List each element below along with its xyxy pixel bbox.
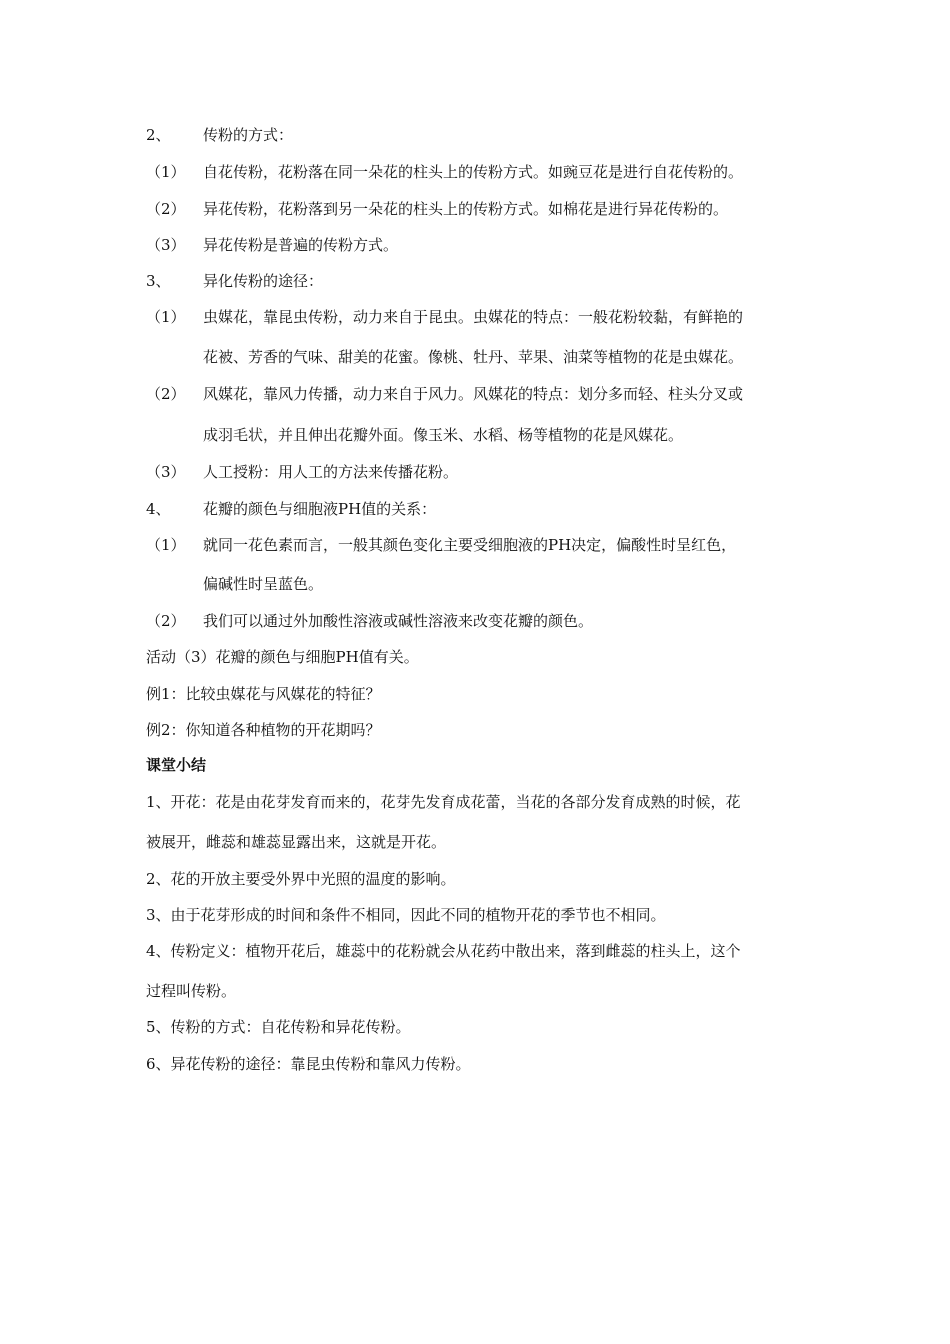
- summary-point-2: 2、花的开放主要受外界中光照的温度的影响。: [146, 870, 456, 888]
- summary-point-1-line-2: 被展开，雌蕊和雄蕊显露出来，这就是开花。: [146, 833, 447, 851]
- section-2-item-2-text: 异花传粉，花粉落到另一朵花的柱头上的传粉方式。如棉花是进行异花传粉的。: [203, 200, 729, 218]
- section-3-item-3-number: （3）: [146, 463, 186, 481]
- summary-point-5: 5、传粉的方式：自花传粉和异花传粉。: [146, 1018, 411, 1036]
- section-4-item-2-number: （2）: [146, 612, 186, 630]
- summary-point-3: 3、由于花芽形成的时间和条件不相同，因此不同的植物开花的季节也不相同。: [146, 906, 666, 924]
- summary-point-4-line-1: 4、传粉定义：植物开花后，雄蕊中的花粉就会从花药中散出来，落到雌蕊的柱头上，这个: [146, 942, 741, 960]
- section-3-item-2-number: （2）: [146, 385, 186, 403]
- summary-point-1-line-1: 1、开花：花是由花芽发育而来的，花芽先发育成花蕾，当花的各部分发育成熟的时候，花: [146, 793, 741, 811]
- section-2-item-3-text: 异花传粉是普遍的传粉方式。: [203, 236, 399, 254]
- section-2-item-1-number: （1）: [146, 163, 186, 181]
- section-4-item-1-number: （1）: [146, 536, 186, 554]
- section-2-number: 2、: [146, 126, 171, 144]
- activity-line: 活动（3）花瓣的颜色与细胞PH值有关。: [146, 648, 419, 666]
- section-3-title: 异化传粉的途径：: [203, 272, 324, 290]
- section-3-item-2-line-1: 风媒花，靠风力传播，动力来自于风力。风媒花的特点：划分多而轻、柱头分叉或: [203, 385, 744, 403]
- section-4-title: 花瓣的颜色与细胞液PH值的关系：: [203, 500, 437, 518]
- section-3-item-1-line-1: 虫媒花，靠昆虫传粉，动力来自于昆虫。虫媒花的特点：一般花粉较黏，有鲜艳的: [203, 308, 744, 326]
- summary-point-6: 6、异花传粉的途径：靠昆虫传粉和靠风力传粉。: [146, 1055, 471, 1073]
- section-3-number: 3、: [146, 272, 171, 290]
- example-1: 例1：比较虫媒花与风媒花的特征？: [146, 685, 381, 703]
- section-4-item-1-line-1: 就同一花色素而言，一般其颜色变化主要受细胞液的PH决定，偏酸性时呈红色，: [203, 536, 737, 554]
- summary-heading: 课堂小结: [146, 756, 207, 774]
- section-4-number: 4、: [146, 500, 171, 518]
- section-3-item-1-line-2: 花被、芳香的气味、甜美的花蜜。像桃、牡丹、苹果、油菜等植物的花是虫媒花。: [203, 348, 744, 366]
- example-2: 例2：你知道各种植物的开花期吗？: [146, 721, 381, 739]
- section-3-item-3-text: 人工授粉：用人工的方法来传播花粉。: [203, 463, 459, 481]
- section-3-item-2-line-2: 成羽毛状，并且伸出花瓣外面。像玉米、水稻、杨等植物的花是风媒花。: [203, 426, 684, 444]
- section-2-item-2-number: （2）: [146, 200, 186, 218]
- section-3-item-1-number: （1）: [146, 308, 186, 326]
- section-4-item-2-text: 我们可以通过外加酸性溶液或碱性溶液来改变花瓣的颜色。: [203, 612, 594, 630]
- section-4-item-1-line-2: 偏碱性时呈蓝色。: [203, 575, 324, 593]
- summary-point-4-line-2: 过程叫传粉。: [146, 982, 237, 1000]
- section-2-item-3-number: （3）: [146, 236, 186, 254]
- section-2-title: 传粉的方式：: [203, 126, 294, 144]
- section-2-item-1-text: 自花传粉，花粉落在同一朵花的柱头上的传粉方式。如豌豆花是进行自花传粉的。: [203, 163, 744, 181]
